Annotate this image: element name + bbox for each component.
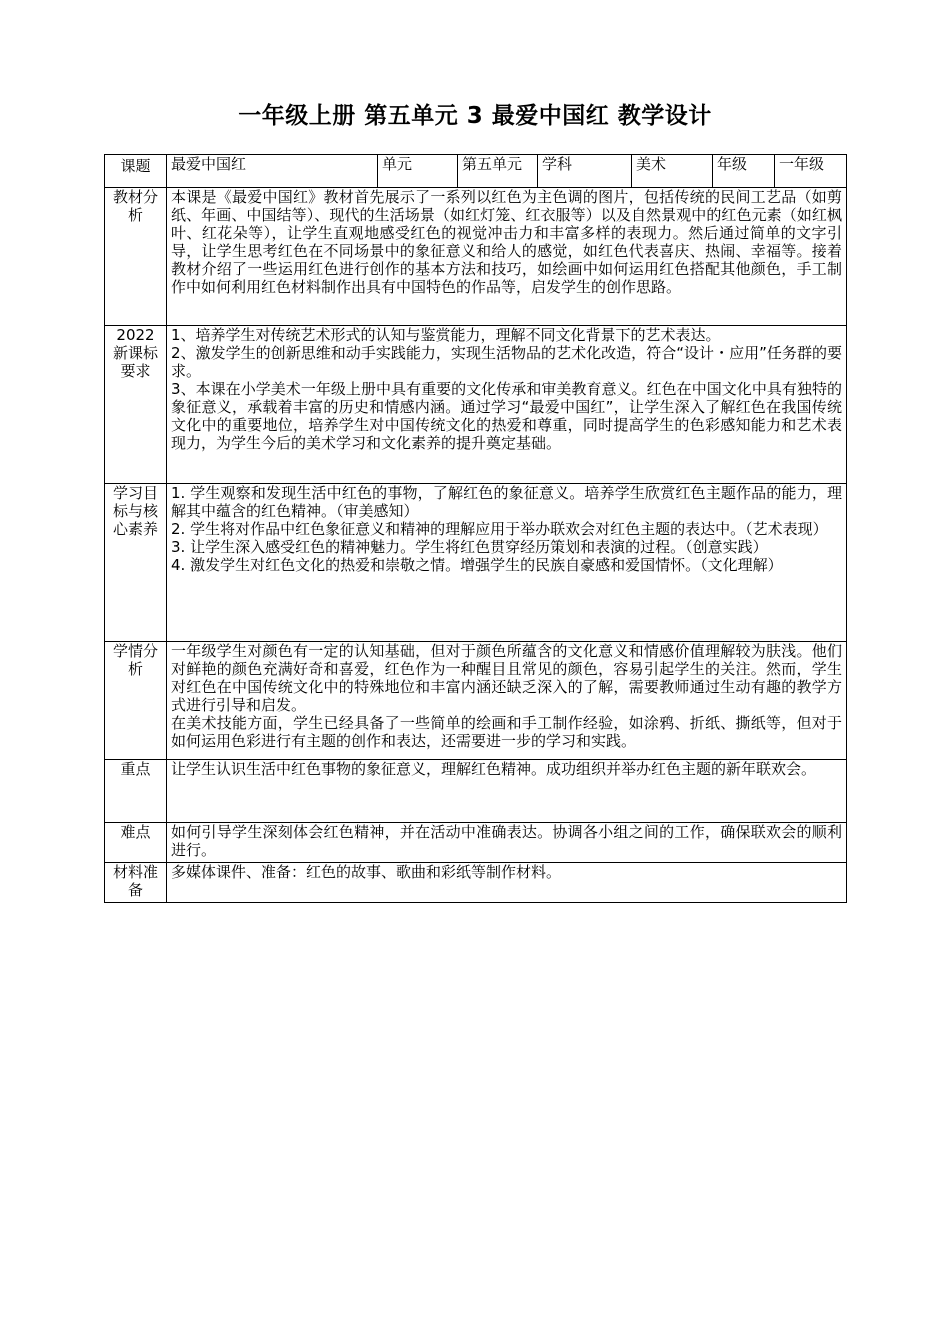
key-points-content [167,760,847,823]
student-analysis-row [105,642,847,760]
textbook-analysis-row [105,188,847,326]
topic-label: 课题 [105,155,167,188]
curriculum-standard-paragraph: 2、激发学生的创新思维和动手实践能力，实现生活物品的艺术化改造，符合“设计・应用”任务群的要求。 [171,344,842,380]
key-points-row [105,760,847,823]
materials-row [105,863,847,903]
learning-goal-item: 2. 学生将对作品中红色象征意义和精神的理解应用于举办联欢会对红色主题的表达中。（艺术表现） [171,520,828,538]
difficulties-content [167,823,847,863]
curriculum-standard-row [105,326,847,484]
materials-label: 材料准备 [105,863,167,903]
textbook-analysis-paragraph: 本课是《最爱中国红》教材首先展示了一系列以红色为主色调的图片，包括传统的民间工艺品（如剪纸、年画、中国结等）、现代的生活场景（如红灯笼、红衣服等）以及自然景观中的红色元素（如红枫叶、红花朵等），让学生直观地感受红色的视觉冲击力和丰富多样的表现力。然后通过简单的文字引导，让学生思考红色在不同场景中的象征意义和给人的感觉，如红色代表喜庆、热闹、幸福等。接着教材介绍了一些运用红色进行创作的基本方法和技巧，如绘画中如何运用红色搭配其他颜色，手工制作中如何利用红色材料制作出具有中国特色的作品等，启发学生的创作思路。 [171,188,842,296]
unit-value: 第五单元 [458,155,538,188]
grade-value: 一年级 [775,155,847,188]
topic-value: 最爱中国红 [167,155,378,188]
key-points-paragraph: 让学生认识生活中红色事物的象征意义，理解红色精神。成功组织并举办红色主题的新年联欢会。 [171,760,817,778]
learning-goals-content [167,484,847,642]
key-points-label: 重点 [105,760,167,823]
student-analysis-content [167,642,847,760]
learning-goal-item: 4. 激发学生对红色文化的热爱和崇敬之情。增强学生的民族自豪感和爱国情怀。（文化理解） [171,556,783,574]
curriculum-standard-paragraph: 3、本课在小学美术一年级上册中具有重要的文化传承和审美教育意义。红色在中国文化中具有独特的象征意义，承载着丰富的历史和情感内涵。通过学习“最爱中国红”，让学生深入了解红色在我国传统文化中的重要地位，培养学生对中国传统文化的热爱和尊重，同时提高学生的色彩感知能力和艺术表现力，为学生今后的美术学习和文化素养的提升奠定基础。 [171,380,842,452]
materials-paragraph: 多媒体课件、准备：红色的故事、歌曲和彩纸等制作材料。 [171,863,562,881]
materials-content [167,863,847,903]
unit-label: 单元 [378,155,458,188]
curriculum-standard-paragraph: 1、培养学生对传统艺术形式的认知与鉴赏能力，理解不同文化背景下的艺术表达。 [171,326,721,344]
lesson-plan-table [104,154,847,903]
student-analysis-paragraph: 在美术技能方面，学生已经具备了一些简单的绘画和手工制作经验，如涂鸦、折纸、撕纸等，但对于如何运用色彩进行有主题的创作和表达，还需要进一步的学习和实践。 [171,714,842,750]
difficulties-row [105,823,847,863]
learning-goal-item: 3. 让学生深入感受红色的精神魅力。学生将红色贯穿经历策划和表演的过程。（创意实践） [171,538,768,556]
grade-label: 年级 [713,155,775,188]
difficulties-label: 难点 [105,823,167,863]
curriculum-standard-content [167,326,847,484]
learning-goals-label: 学习目标与核心素养 [105,484,167,642]
difficulties-paragraph: 如何引导学生深刻体会红色精神，并在活动中准确表达。协调各小组之间的工作，确保联欢会的顺利进行。 [171,823,842,859]
student-analysis-paragraph: 一年级学生对颜色有一定的认知基础，但对于颜色所蕴含的文化意义和情感价值理解较为肤浅。他们对鲜艳的颜色充满好奇和喜爱，红色作为一种醒目且常见的颜色，容易引起学生的关注。然而，学生对红色在中国传统文化中的特殊地位和丰富内涵还缺乏深入的了解，需要教师通过生动有趣的教学方式进行引导和启发。 [171,642,842,714]
subject-label: 学科 [538,155,632,188]
curriculum-standard-label: 2022新课标要求 [105,326,167,484]
learning-goal-item: 1. 学生观察和发现生活中红色的事物，了解红色的象征意义。培养学生欣赏红色主题作品的能力，理解其中蕴含的红色精神。（审美感知） [171,484,842,520]
student-analysis-label: 学情分析 [105,642,167,760]
header-row [105,155,847,188]
learning-goals-row [105,484,847,642]
document-title: 一年级上册 第五单元 3 最爱中国红 教学设计 [238,103,712,129]
textbook-analysis-content [167,188,847,326]
subject-value: 美术 [632,155,713,188]
textbook-analysis-label: 教材分析 [105,188,167,326]
